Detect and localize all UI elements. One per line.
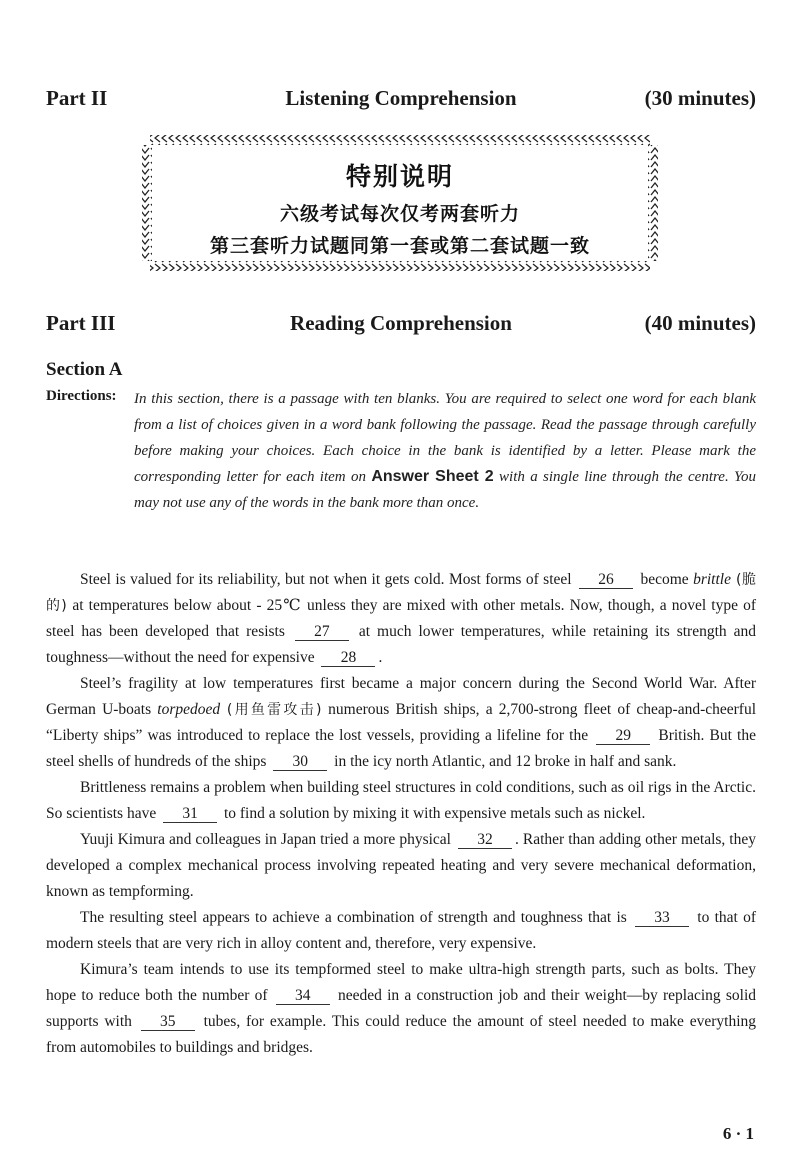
passage-paragraph-3 [46,775,756,827]
directions-text-after: with a single line through the centre. You may not use any of the words in the bank more than once. [134,469,757,511]
passage-text: Steel is valued for its reliability, but not when it gets cold. Most forms of steel [80,571,577,588]
passage-text: tubes, for example. This could reduce the amount of steel needed to make everything from automobiles to buildings and bridges. [46,1013,756,1056]
term-brittle: brittle [693,571,731,588]
notice-title: 特别说明 [345,162,454,191]
blank-32: 32 [458,831,512,849]
directions-text [134,386,756,516]
blank-31: 31 [163,805,217,823]
section-a-heading: Section A [46,359,123,380]
reading-passage [46,567,756,1061]
blank-26: 26 [579,571,633,589]
passage-text: Steel’s fragility at low temperatures first became a major concern during the Second World War. After German U-boats [46,675,756,718]
passage-text: needed in a construction job and their weight—by replacing solid supports with [46,987,756,1030]
passage-paragraph-6 [46,957,756,1061]
part-ii-label: Part II [46,86,108,110]
special-notice-box [140,133,660,273]
directions-label: Directions: [46,388,117,404]
blank-33: 33 [635,909,689,927]
part-ii-time: (30 minutes) [644,86,756,110]
passage-text: numerous British ships, a 2,700-strong fleet of cheap-and-cheerful “Liberty ships” was introduced to replace the lost vessels, providing a lifeline for the [46,701,756,744]
blank-34: 34 [276,987,330,1005]
passage-text: Kimura’s team intends to use its tempformed steel to make ultra-high strength parts, such as bolts. They hope to reduce both the number of [46,961,756,1004]
passage-text: Yuuji Kimura and colleagues in Japan tried a more physical [80,831,455,848]
passage-text: . Rather than adding other metals, they developed a complex mechanical process involving repeated heating and very severe mechanical deformation, known as tempforming. [46,831,756,900]
blank-29: 29 [596,727,650,745]
passage-text: at temperatures below about - 25℃ unless they are mixed with other metals. Now, though, a novel type of steel has been developed that resists [46,597,756,640]
passage-paragraph-5 [46,905,756,957]
directions-text-before: In this section, there is a passage with ten blanks. You are required to select one word for each blank from a list of choices given in a word bank following the passage. Read the passage through carefully before making your choices. Each choice in the bank is identified by a letter. Please mark the corresponding letter for each item on [134,391,756,485]
blank-30: 30 [273,753,327,771]
answer-sheet-reference: Answer Sheet 2 [371,468,494,485]
gloss-brittle: (脆的) [46,572,757,614]
passage-text: at much lower temperatures, while retaining its strength and toughness—without the need for expensive [46,623,757,666]
blank-27: 27 [295,623,349,641]
notice-line-1: 六级考试每次仅考两套听力 [279,203,520,225]
passage-text: Brittleness remains a problem when building steel structures in cold conditions, such as oil rigs in the Arctic. So scientists have [46,779,756,822]
part-iii-title: Reading Comprehension [290,311,512,335]
part-iii-label: Part III [46,311,116,335]
passage-paragraph-2 [46,671,756,775]
page-number: 6 · 1 [722,1124,754,1143]
passage-text: to that of modern steels that are very rich in alloy content and, therefore, very expensive. [46,909,756,952]
blank-35: 35 [141,1013,195,1031]
part-iii-time: (40 minutes) [644,311,756,335]
part-ii-title: Listening Comprehension [285,86,517,110]
passage-text: The resulting steel appears to achieve a combination of strength and toughness that is [80,909,633,926]
passage-text: in the icy north Atlantic, and 12 broke in half and sank. [330,753,677,770]
passage-text: British. But the steel shells of hundreds of the ships [46,727,756,770]
gloss-torpedoed: (用鱼雷攻击) [220,702,329,718]
blank-28: 28 [321,649,375,667]
passage-text: . [378,649,383,666]
passage-text: become [636,571,694,588]
passage-paragraph-4 [46,827,756,905]
term-torpedoed: torpedoed [157,701,221,718]
notice-line-2: 第三套听力试题同第一套或第二套试题一致 [209,235,590,257]
passage-paragraph-1 [46,567,756,671]
passage-text: to find a solution by mixing it with expensive metals such as nickel. [220,805,646,822]
